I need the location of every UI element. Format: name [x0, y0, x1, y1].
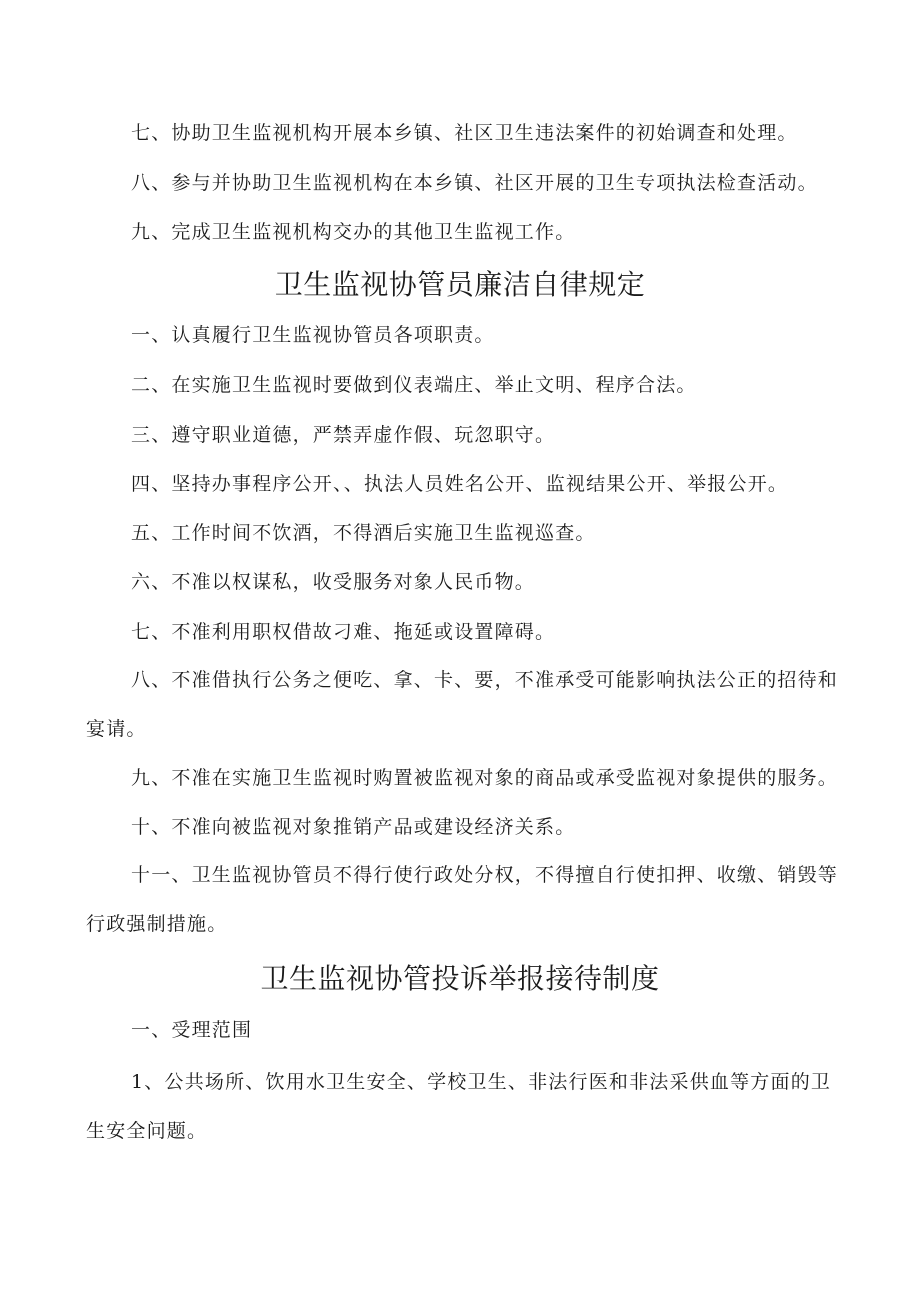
- complaint-system-heading: 卫生监视协管投诉举报接待制度: [260, 962, 660, 995]
- scope-item-1: 1、公共场所、饮用水卫生安全、学校卫生、非法行医和非法采供血等方面的卫: [131, 1071, 832, 1093]
- rule-item-8-continued: 宴请。: [86, 718, 147, 740]
- rule-item-3: 三、遵守职业道德，严禁弄虚作假、玩忽职守。: [131, 424, 556, 446]
- duty-item-9: 九、完成卫生监视机构交办的其他卫生监视工作。: [131, 221, 576, 243]
- scope-heading: 一、受理范围: [131, 1019, 253, 1041]
- rule-item-8: 八、不准借执行公务之便吃、拿、卡、要，不准承受可能影响执法公正的招待和: [131, 669, 839, 691]
- rule-item-2: 二、在实施卫生监视时要做到仪表端庄、举止文明、程序合法。: [131, 374, 697, 396]
- rule-item-9: 九、不准在实施卫生监视时购置被监视对象的商品或承受监视对象提供的服务。: [131, 767, 839, 789]
- rule-item-11: 十一、卫生监视协管员不得行使行政处分权，不得擅自行使扣押、收缴、销毁等: [131, 864, 839, 886]
- rule-item-11-continued: 行政强制措施。: [86, 913, 228, 935]
- rule-item-4: 四、坚持办事程序公开、、执法人员姓名公开、监视结果公开、举报公开。: [131, 473, 789, 495]
- duty-item-8: 八、参与并协助卫生监视机构在本乡镇、社区开展的卫生专项执法检查活动。: [131, 172, 818, 194]
- rule-item-6: 六、不准以权谋私，收受服务对象人民币物。: [131, 571, 536, 593]
- rule-item-7: 七、不准利用职权借故刁难、拖延或设置障碍。: [131, 621, 556, 643]
- duty-item-7: 七、协助卫生监视机构开展本乡镇、社区卫生违法案件的初始调查和处理。: [131, 122, 798, 144]
- rule-item-10: 十、不准向被监视对象推销产品或建设经济关系。: [131, 816, 576, 838]
- integrity-rules-heading: 卫生监视协管员廉洁自律规定: [274, 268, 646, 301]
- rule-item-1: 一、认真履行卫生监视协管员各项职责。: [131, 324, 495, 346]
- rule-item-5: 五、工作时间不饮酒，不得酒后实施卫生监视巡查。: [131, 522, 596, 544]
- scope-item-1-continued: 生安全问题。: [86, 1120, 208, 1142]
